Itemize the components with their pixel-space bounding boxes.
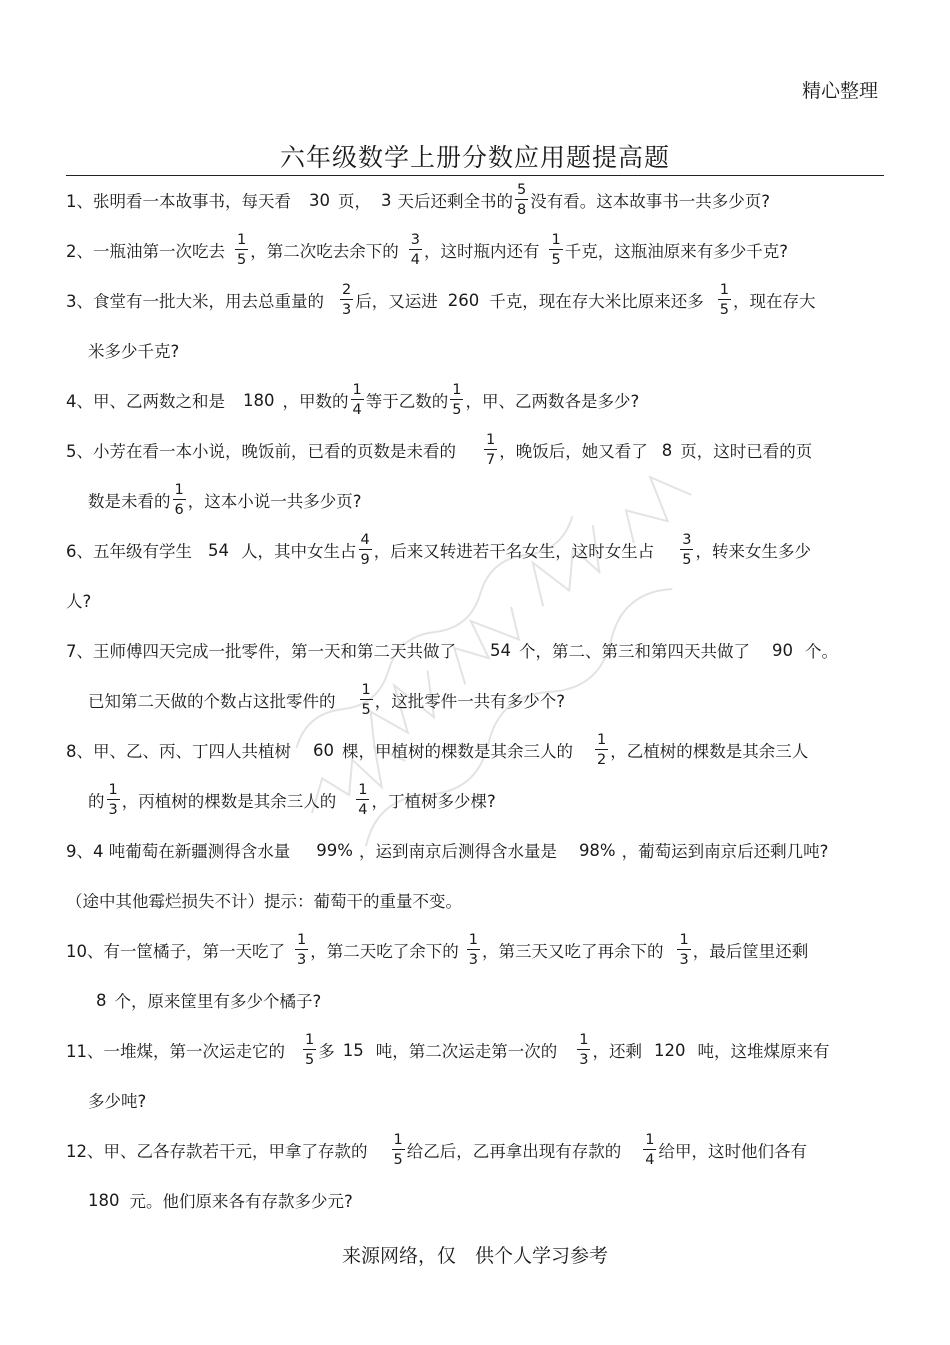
problem-text: 页， xyxy=(338,192,371,211)
fraction-numerator: 1 xyxy=(643,1133,656,1151)
fraction-numerator: 1 xyxy=(303,1033,316,1051)
fraction-numerator: 3 xyxy=(680,533,693,551)
problem-text: ，转来女生多少 xyxy=(695,542,811,561)
fraction-denominator: 5 xyxy=(393,1152,403,1168)
problem-5-line-2 xyxy=(88,478,362,522)
problem-text: 60 xyxy=(313,740,334,760)
problem-text: ，丁植树多少棵? xyxy=(371,792,496,811)
problem-text: ，乙植树的棵数是其余三人 xyxy=(610,742,809,761)
problem-3-line-2 xyxy=(88,328,179,372)
problem-text: 6、五年级有学生 xyxy=(66,542,192,561)
problem-text: ，甲数的 xyxy=(282,392,349,411)
fraction xyxy=(549,233,562,268)
problem-text: 元。他们原来各有存款多少元? xyxy=(129,1192,353,1211)
problem-text: ，丙植树的棵数是其余三人的 xyxy=(121,792,337,811)
fraction xyxy=(340,283,353,318)
fraction-denominator: 5 xyxy=(305,1052,315,1068)
problem-text: ，甲、乙两数各是多少? xyxy=(465,392,640,411)
fraction-denominator: 5 xyxy=(237,252,247,268)
fraction-numerator: 1 xyxy=(356,783,369,801)
problem-text: 10、有一筐橘子，第一天吃了 xyxy=(66,942,285,961)
problem-text: ，第二次吃去余下的 xyxy=(250,242,399,261)
fraction xyxy=(303,1033,316,1068)
problem-text: ，运到南京后测得含水量是 xyxy=(358,842,557,861)
problem-text: 9、4 吨葡萄在新疆测得含水量 xyxy=(66,842,291,861)
fraction-numerator: 4 xyxy=(359,533,372,551)
fraction-numerator: 1 xyxy=(467,933,480,951)
problem-text: 180 xyxy=(88,1190,120,1210)
fraction xyxy=(235,233,248,268)
fraction xyxy=(409,233,422,268)
problem-1-line-1 xyxy=(66,178,770,222)
problem-text: ，第三天又吃了再余下的 xyxy=(481,942,664,961)
fraction-denominator: 5 xyxy=(551,252,561,268)
problem-8-line-1 xyxy=(66,728,808,772)
problem-11-line-1 xyxy=(66,1028,829,1072)
fraction-numerator: 5 xyxy=(515,183,528,201)
fraction-numerator: 1 xyxy=(295,933,308,951)
fraction-denominator: 5 xyxy=(452,402,462,418)
problem-text: ，后来又转进若干名女生，这时女生占 xyxy=(373,542,655,561)
problem-2-line-1 xyxy=(66,228,788,272)
problem-text: ，这时瓶内还有 xyxy=(423,242,540,261)
problem-7-line-1 xyxy=(66,628,838,672)
fraction-denominator: 4 xyxy=(358,802,368,818)
fraction-numerator: 1 xyxy=(595,733,608,751)
problem-text: 8 xyxy=(661,440,673,460)
problem-7-line-2 xyxy=(88,678,565,722)
fraction-numerator: 1 xyxy=(450,383,463,401)
fraction xyxy=(677,933,690,968)
fraction-denominator: 5 xyxy=(361,702,371,718)
problem-text: 5、小芳在看一本小说，晚饭前，已看的页数是未看的 xyxy=(66,442,456,461)
problem-text: 54 xyxy=(208,540,229,560)
problem-text: 棵，甲植树的棵数是其余三人的 xyxy=(342,742,573,761)
fraction-denominator: 3 xyxy=(108,802,118,818)
problem-text: 90 xyxy=(772,640,793,660)
fraction-numerator: 1 xyxy=(107,783,120,801)
problem-12-line-1 xyxy=(66,1128,807,1172)
fraction-numerator: 1 xyxy=(718,283,731,301)
fraction xyxy=(467,933,480,968)
problem-text: 30 xyxy=(309,190,330,210)
problem-6-line-1 xyxy=(66,528,811,572)
page-header-stamp: 精心整理 xyxy=(801,80,878,102)
fraction-numerator: 1 xyxy=(392,1133,405,1151)
problem-text: ，这本小说一共多少页? xyxy=(187,492,362,511)
fraction xyxy=(577,1033,590,1068)
problem-text: 已知第二天做的个数占这批零件的 xyxy=(88,692,336,711)
fraction-numerator: 1 xyxy=(484,433,497,451)
problem-text: 页，这时已看的页 xyxy=(680,442,813,461)
problem-text: ，第二天吃了余下的 xyxy=(310,942,459,961)
fraction xyxy=(484,433,497,468)
fraction xyxy=(107,783,120,818)
problem-text: （途中其他霉烂损失不计）提示：葡萄干的重量不变。 xyxy=(66,892,462,911)
problem-text: 等于乙数的 xyxy=(365,392,449,411)
problem-text: 多 xyxy=(318,1042,335,1061)
problem-10-line-1 xyxy=(66,928,808,972)
fraction-denominator: 8 xyxy=(517,202,527,218)
problem-text: 没有看。这本故事书一共多少页? xyxy=(530,192,770,211)
problem-text: 260 xyxy=(447,290,480,310)
fraction-denominator: 4 xyxy=(645,1152,655,1168)
fraction-denominator: 7 xyxy=(486,452,496,468)
problem-text: 180 xyxy=(243,390,275,410)
problem-text: 15 xyxy=(342,1040,364,1060)
fraction-denominator: 2 xyxy=(597,752,607,768)
fraction-denominator: 5 xyxy=(682,552,692,568)
problem-3-line-1 xyxy=(66,278,815,322)
problem-text: ，还剩 xyxy=(592,1042,642,1061)
problem-text: 的 xyxy=(88,792,105,811)
fraction-denominator: 4 xyxy=(410,252,420,268)
problem-4-line-1 xyxy=(66,378,639,422)
fraction-numerator: 1 xyxy=(351,383,364,401)
problem-text: 人? xyxy=(66,592,92,611)
fraction xyxy=(295,933,308,968)
fraction xyxy=(359,533,372,568)
problem-text: 11、一堆煤，第一次运走它的 xyxy=(66,1042,285,1061)
problem-text: 8 xyxy=(96,990,107,1010)
problem-text: 12、甲、乙各存款若干元，甲拿了存款的 xyxy=(66,1142,368,1161)
problem-text: 后，又运进 xyxy=(355,292,438,311)
problem-text: 千克，这瓶油原来有多少千克? xyxy=(564,242,788,261)
fraction-denominator: 5 xyxy=(719,302,729,318)
problem-text: 千克，现在存大米比原来还多 xyxy=(489,292,704,311)
problem-text: 4、甲、乙两数之和是 xyxy=(66,392,225,411)
problem-text: 3、食堂有一批大米，用去总重量的 xyxy=(66,292,324,311)
problem-9-line-1 xyxy=(66,828,828,872)
problem-text: 7、王师傅四天完成一批零件，第一天和第二天共做了 xyxy=(66,642,456,661)
fraction-denominator: 6 xyxy=(174,502,184,518)
problem-11-line-2 xyxy=(88,1078,146,1122)
fraction xyxy=(173,483,186,518)
problem-text: 给乙后，乙再拿出现有存款的 xyxy=(406,1142,622,1161)
fraction-numerator: 1 xyxy=(577,1033,590,1051)
problem-text: 个。 xyxy=(805,642,838,661)
problem-10-line-2 xyxy=(88,978,321,1022)
problem-text: ，晚饭后，她又看了 xyxy=(499,442,648,461)
problem-text: 8、甲、乙、丙、丁四人共植树 xyxy=(66,742,291,761)
fraction-numerator: 1 xyxy=(360,683,373,701)
fraction-denominator: 3 xyxy=(468,952,478,968)
problem-text: 120 xyxy=(653,1040,686,1060)
problem-12-line-2 xyxy=(88,1178,353,1222)
fraction xyxy=(515,183,528,218)
problem-text: 99% xyxy=(316,840,353,860)
problem-text: 个，原来筐里有多少个橘子? xyxy=(114,992,322,1011)
fraction-denominator: 3 xyxy=(579,1052,589,1068)
problem-text: 98% xyxy=(578,840,616,860)
problem-text: 数是未看的 xyxy=(88,492,171,511)
fraction-numerator: 1 xyxy=(173,483,186,501)
fraction xyxy=(595,733,608,768)
problem-text: 1、张明看一本故事书，每天看 xyxy=(66,192,291,211)
fraction-denominator: 3 xyxy=(297,952,307,968)
document-title: 六年级数学上册分数应用题提高题 xyxy=(279,143,670,172)
fraction xyxy=(356,783,369,818)
fraction xyxy=(450,383,463,418)
fraction-numerator: 2 xyxy=(340,283,353,301)
problem-6-line-2 xyxy=(66,578,91,622)
problem-text: 吨，第二次运走第一次的 xyxy=(375,1042,558,1061)
problem-text: 人，其中女生占 xyxy=(241,542,357,561)
fraction-numerator: 1 xyxy=(549,233,562,251)
fraction-denominator: 3 xyxy=(679,952,689,968)
problem-text: 天后还剩全书的 xyxy=(397,192,513,211)
page-footer-note: 来源网络，仅 供个人学习参考 xyxy=(341,1245,608,1267)
problem-text: ，葡萄运到南京后还剩几吨? xyxy=(621,842,829,861)
fraction-numerator: 1 xyxy=(235,233,248,251)
fraction-numerator: 3 xyxy=(409,233,422,251)
fraction-numerator: 1 xyxy=(677,933,690,951)
fraction xyxy=(718,283,731,318)
fraction xyxy=(360,683,373,718)
problem-text: 2、一瓶油第一次吃去 xyxy=(66,242,225,261)
problem-text: 多少吨? xyxy=(88,1092,147,1111)
problem-9-line-2 xyxy=(66,878,462,922)
fraction-denominator: 9 xyxy=(360,552,370,568)
problem-text: ，最后筐里还剩 xyxy=(692,942,809,961)
fraction-denominator: 3 xyxy=(342,302,352,318)
problem-text: ，这批零件一共有多少个? xyxy=(374,692,565,711)
problem-text: ，现在存大 xyxy=(732,292,816,311)
problem-text: 吨，这堆煤原来有 xyxy=(697,1042,830,1061)
problem-text: 54 xyxy=(490,640,511,660)
fraction xyxy=(351,383,364,418)
problem-5-line-1 xyxy=(66,428,812,472)
fraction xyxy=(643,1133,656,1168)
problem-text: 给甲，这时他们各有 xyxy=(658,1142,807,1161)
problem-8-line-2 xyxy=(88,778,496,822)
fraction-denominator: 4 xyxy=(352,402,362,418)
fraction xyxy=(392,1133,405,1168)
fraction xyxy=(680,533,693,568)
problem-text: 米多少千克? xyxy=(88,342,180,361)
problem-text: 3 xyxy=(381,190,392,210)
title-divider xyxy=(66,175,884,176)
problem-text: 个，第二、第三和第四天共做了 xyxy=(519,642,750,661)
